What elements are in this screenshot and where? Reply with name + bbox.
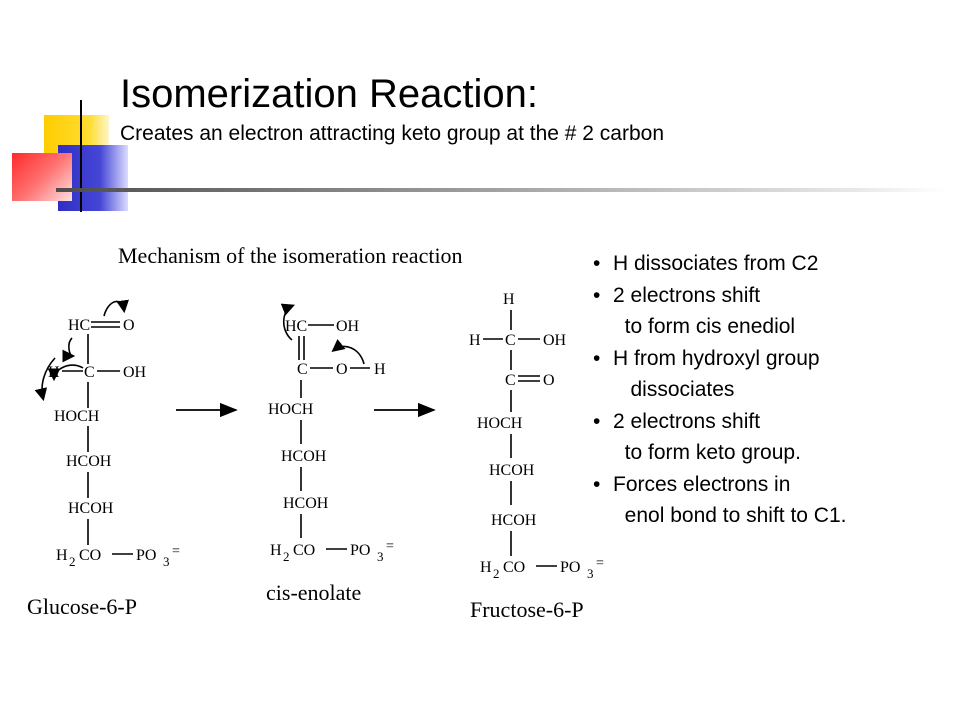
- fructose-atom-c1: C: [505, 332, 516, 349]
- page-title: Isomerization Reaction:: [120, 72, 538, 116]
- glucose-atom-o: O: [123, 317, 135, 334]
- fructose-atom-h-top: H: [503, 291, 515, 308]
- bullet-icon: •: [593, 346, 601, 370]
- list-item: to form keto group.: [613, 441, 801, 464]
- list-item: • Forces electrons in: [593, 469, 846, 501]
- list-item: • H from hydroxyl group: [593, 343, 846, 375]
- list-item: dissociates: [613, 378, 735, 401]
- fructose-atom-po: PO: [560, 559, 581, 576]
- fructose-subscript-2: 2: [493, 566, 500, 581]
- bullet-icon: •: [593, 252, 601, 275]
- cis-enolate-structure: [266, 306, 394, 605]
- enolate-atom-oh: OH: [336, 318, 360, 335]
- mechanism-steps-list: [593, 248, 846, 532]
- fructose-group-hoch: HOCH: [477, 415, 523, 432]
- enolate-atom-c2: C: [297, 361, 308, 378]
- fructose-atom-h-ch2: H: [480, 559, 492, 576]
- diagram-caption: Mechanism of the isomeration reaction: [118, 243, 463, 268]
- list-item: to form cis enediol: [613, 315, 796, 338]
- enolate-atom-po: PO: [350, 542, 371, 559]
- fructose-atom-oh: OH: [543, 332, 567, 349]
- bullet-icon: •: [593, 409, 601, 433]
- enolate-charge: =: [386, 539, 394, 554]
- glucose-name: Glucose-6-P: [27, 594, 137, 619]
- enolate-group-hcoh-2: HCOH: [283, 495, 329, 512]
- glucose-charge: =: [172, 544, 180, 559]
- fructose-atom-h-left: H: [469, 332, 481, 349]
- enolate-group-hoch: HOCH: [268, 401, 314, 418]
- glucose-subscript-2: 2: [69, 554, 76, 569]
- glucose-atom-h-ch2: H: [56, 547, 68, 564]
- fructose-atom-c2: C: [505, 372, 516, 389]
- fructose-charge: =: [596, 556, 604, 571]
- enolate-atom-h-ch2: H: [270, 542, 282, 559]
- list-item: • H dissociates from C2: [593, 248, 846, 280]
- fructose-atom-co: CO: [503, 559, 526, 576]
- fructose-group-hcoh-2: HCOH: [491, 512, 537, 529]
- enolate-atom-o: O: [336, 361, 348, 378]
- enolate-name: cis-enolate: [266, 580, 362, 605]
- glucose-group-hoch: HOCH: [54, 408, 100, 425]
- list-item: • 2 electrons shift: [593, 280, 846, 312]
- fructose-subscript-3: 3: [587, 566, 594, 581]
- glucose-atom-co: CO: [79, 547, 102, 564]
- fructose-group-hcoh-1: HCOH: [489, 462, 535, 479]
- enolate-atom-h: H: [374, 361, 386, 378]
- glucose-6-p-structure: [27, 301, 180, 619]
- glucose-group-hcoh-1: HCOH: [66, 453, 112, 470]
- glucose-atom-po: PO: [136, 547, 157, 564]
- page-subtitle: Creates an electron attracting keto group at the # 2 carbon: [120, 122, 665, 145]
- glucose-atom-h2: H: [48, 364, 60, 381]
- list-item: • 2 electrons shift: [593, 406, 846, 438]
- enolate-subscript-3: 3: [377, 549, 384, 564]
- enolate-subscript-2: 2: [283, 549, 290, 564]
- bullet-icon: •: [593, 472, 601, 496]
- fructose-6-p-structure: [469, 291, 604, 622]
- glucose-group-hcoh-2: HCOH: [68, 500, 114, 517]
- bullet-icon: •: [593, 283, 601, 307]
- glucose-atom-oh: OH: [123, 364, 147, 381]
- glucose-atom-hc1: HC: [68, 317, 91, 334]
- glucose-atom-c2: C: [84, 364, 95, 381]
- fructose-name: Fructose-6-P: [470, 597, 584, 622]
- enolate-atom-co: CO: [293, 542, 316, 559]
- enolate-atom-hc1: HC: [285, 318, 308, 335]
- fructose-atom-o: O: [543, 372, 555, 389]
- enolate-group-hcoh-1: HCOH: [281, 448, 327, 465]
- glucose-subscript-3: 3: [163, 554, 170, 569]
- list-item: enol bond to shift to C1.: [613, 504, 847, 527]
